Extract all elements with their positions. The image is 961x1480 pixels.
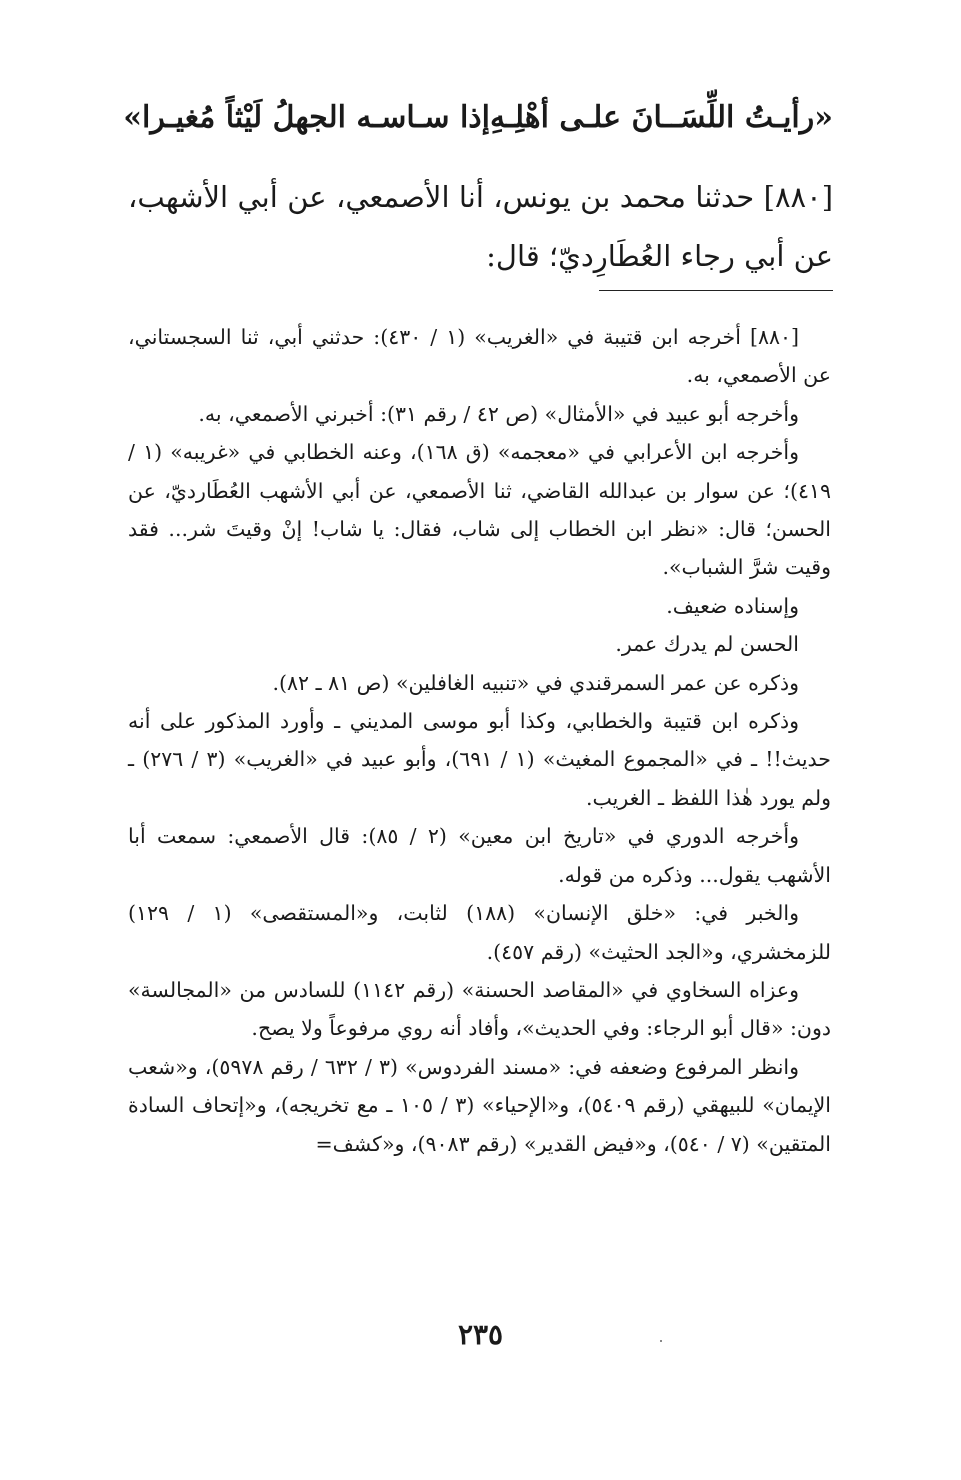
scan-speck xyxy=(660,1340,662,1342)
footnote-paragraph: وذكره ابن قتيبة والخطابي، وكذا أبو موسى المديني ـ وأورد المذكور على أنه حديث!! ـ في «المجموع المغيث» (١ / ٦٩١)، وأبو عبيد في «الغريب» (٣ / ٢٧٦) ـ ولم يورد هٰذا اللفظ ـ الغريب. xyxy=(128,709,831,810)
footnote-paragraph: وأخرجه الدوري في «تاريخ ابن معين» (٢ / ٨٥): قال الأصمعي: سمعت أبا الأشهب يقول... وذكره من قوله. xyxy=(128,824,831,887)
main-text xyxy=(128,168,833,286)
footnote-paragraph: وأخرجه أبو عبيد في «الأمثال» (ص ٤٢ / رقم ٣١): أخبرني الأصمعي، به. xyxy=(198,401,799,426)
footnote-paragraph: الحسن لم يدرك عمر. xyxy=(615,632,799,657)
verse-first-hemistich: «رأيـتُ اللِّسَــانَ علـى أهْلِـهِ xyxy=(489,100,833,135)
hadith-text: حدثنا محمد بن يونس، أنا الأصمعي، عن أبي الأشهب، عن أبي رجاء العُطَارِديّ؛ قال: xyxy=(128,180,833,273)
footnote-paragraph: والخبر في: «خلق الإنسان» (١٨٨) لثابت، و«المستقصى» (١ / ١٢٩) للزمخشري، و«الجد الحثيث» (رقم ٤٥٧). xyxy=(128,901,831,964)
footnote-divider xyxy=(599,290,833,291)
footnote-paragraph: [٨٨٠] أخرجه ابن قتيبة في «الغريب» (١ / ٤٣٠): حدثني أبي، ثنا السجستاني، عن الأصمعي، به. xyxy=(128,325,831,388)
footnote-paragraph: وإسناده ضعيف. xyxy=(666,593,799,618)
verse-second-hemistich: إذا سـاسـه الجهلُ لَيْثاً مُغيـرا» xyxy=(123,100,490,135)
hadith-number: [٨٨٠] xyxy=(763,180,834,214)
footnote-paragraph: وانظر المرفوع وضعفه في: «مسند الفردوس» (٣ / ٦٣٢ / رقم ٥٩٧٨)، و«شعب الإيمان» للبيهقي (رقم ٥٤٠٩)، و«الإحياء» (٣ / ١٠٥ ـ مع تخريجه)، و«إتحاف السادة المتقين» (٧ / ٥٤٠)، و«فيض القدير» (رقم ٩٠٨٣)، و«كشف= xyxy=(128,1054,831,1156)
page-number: ٢٣٥ xyxy=(457,1318,504,1351)
poetry-verse xyxy=(123,92,833,144)
footnotes xyxy=(128,318,831,1163)
footnote-paragraph: وذكره عن عمر السمرقندي في «تنبيه الغافلين» (ص ٨١ ـ ٨٢). xyxy=(272,670,799,695)
footnote-paragraph: وأخرجه ابن الأعرابي في «معجمه» (ق ١٦٨)، وعنه الخطابي في «غريبه» (١ / ٤١٩)؛ عن سوار بن عبدالله القاضي، ثنا الأصمعي، عن أبي الأشهب العُطَارديّ، عن الحسن؛ قال: «نظر ابن الخطاب إلى شاب، فقال: يا شاب! إنْ وقيتَ شر... فقد وقيت شرَّ الشباب». xyxy=(128,440,831,580)
hadith-paragraph xyxy=(128,168,833,286)
footnote-paragraph: وعزاه السخاوي في «المقاصد الحسنة» (رقم ١١٤٢) للسادس من «المجالسة» دون: «قال أبو الرجاء: وفي الحديث»، وأفاد أنه روي مرفوعاً ولا يصح. xyxy=(128,977,831,1041)
